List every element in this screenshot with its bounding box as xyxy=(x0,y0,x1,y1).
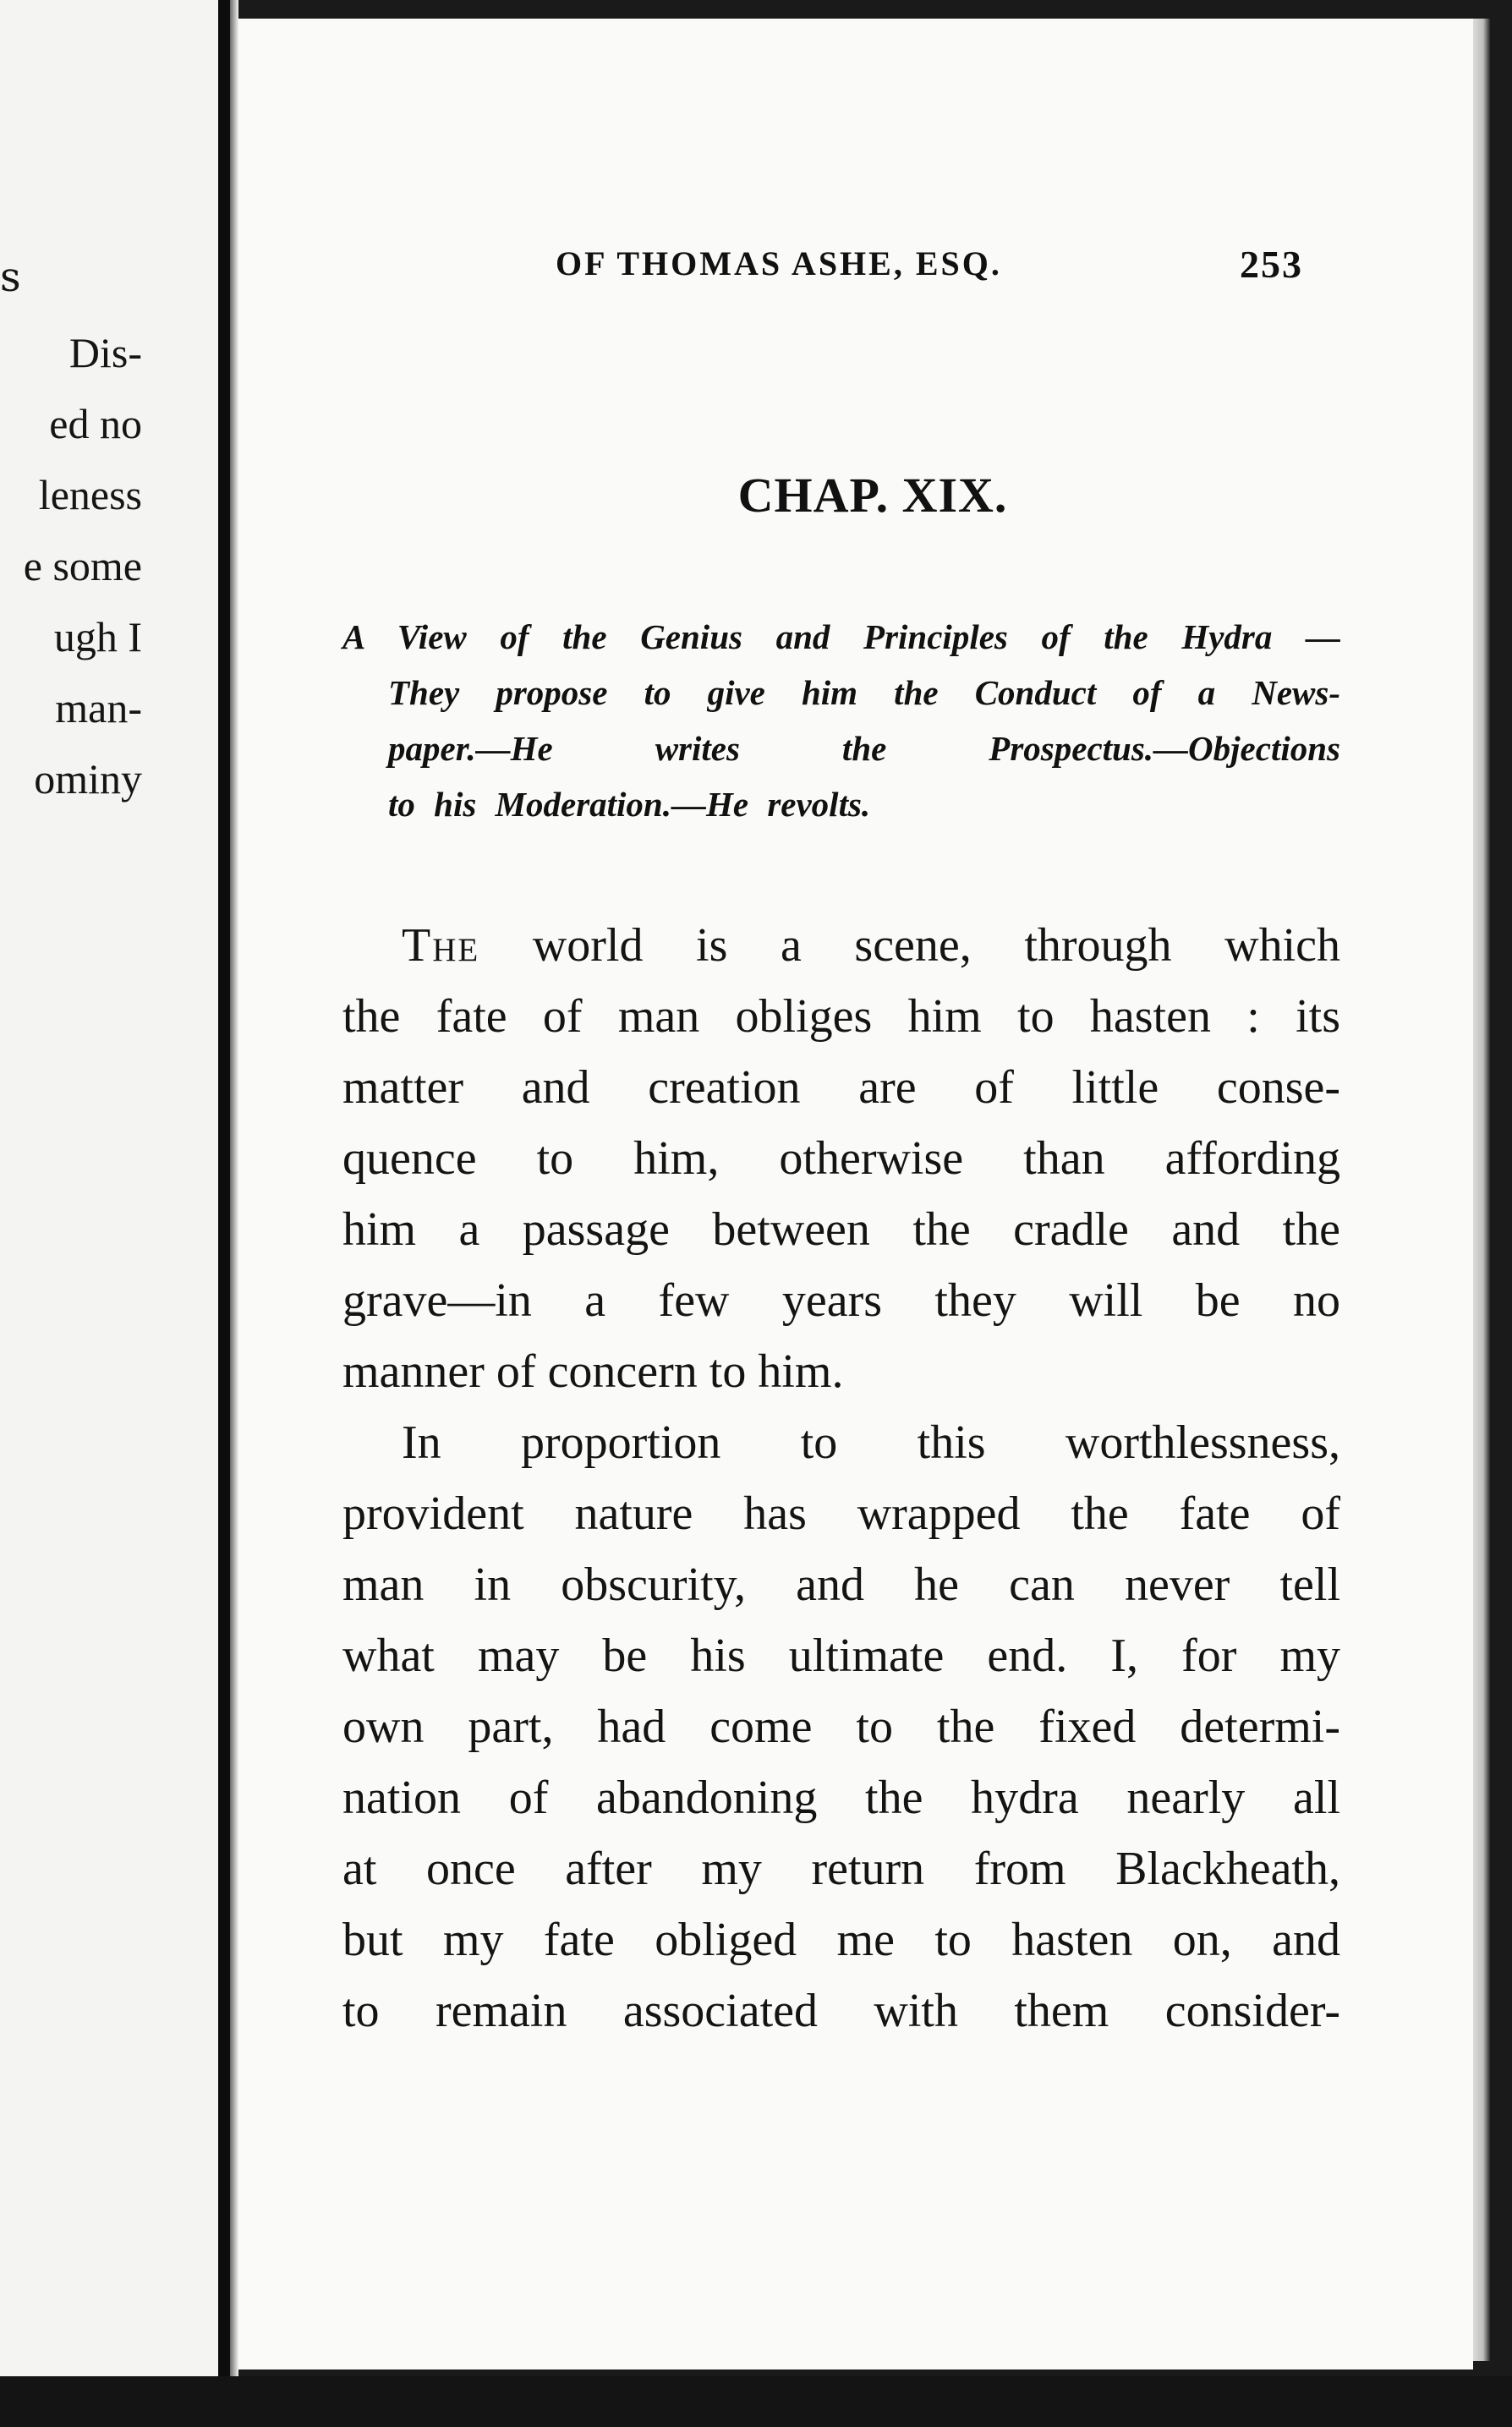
paragraph-2-line: provident nature has wrapped the fate of xyxy=(342,1487,1340,1540)
paragraph-1-line xyxy=(342,910,1340,981)
paragraph-1-line: the fate of man obliges him to hasten : its xyxy=(342,990,1340,1043)
paragraph-1-line: matter and creation are of little conse- xyxy=(342,1061,1340,1114)
facing-page-line: ominy xyxy=(34,755,142,803)
synopsis-line: to his Moderation.—He revolts. xyxy=(388,785,871,824)
facing-page-line: e some xyxy=(23,542,142,589)
scan-bottom-edge xyxy=(0,2376,1512,2427)
paragraph-1-line: quence to him, otherwise than affording xyxy=(342,1132,1340,1185)
book-gutter xyxy=(218,0,230,2393)
paragraph-2-line: at once after my return from Blackheath, xyxy=(342,1843,1340,1895)
synopsis-line: A View of the Genius and Principles of the Hydra — xyxy=(342,617,1340,656)
synopsis-line: They propose to give him the Conduct of a News- xyxy=(388,673,1340,712)
paragraph-1-line: him a passage between the cradle and the xyxy=(342,1203,1340,1256)
paragraph-2-line: man in obscurity, and he can never tell xyxy=(342,1559,1340,1611)
paragraph-1-line: manner of concern to him. xyxy=(342,1345,844,1398)
running-head-title: OF THOMAS ASHE, ESQ. xyxy=(556,244,1002,282)
paragraph-2-line: In proportion to this worthlessness, xyxy=(402,1416,1340,1469)
facing-page-line: man- xyxy=(55,684,142,731)
page-number: 253 xyxy=(1240,243,1303,286)
chapter-heading: CHAP. XIX. xyxy=(737,468,1008,523)
facing-page-mark: s xyxy=(0,254,21,301)
facing-page-line: leness xyxy=(38,471,142,518)
paragraph-2-line: nation of abandoning the hydra nearly all xyxy=(342,1772,1340,1824)
facing-page-line: ugh I xyxy=(53,613,142,660)
body-text xyxy=(342,910,1340,2046)
page-edge xyxy=(1473,19,1490,2361)
gutter-shadow xyxy=(230,0,238,2376)
paragraph-2-line: what may be his ultimate end. I, for my xyxy=(342,1630,1340,1682)
paragraph-2-line: but my fate obliged me to hasten on, and xyxy=(342,1914,1340,1966)
paragraph-2-line: own part, had come to the fixed determi- xyxy=(342,1701,1340,1753)
paragraph-2-line: to remain associated with them consider- xyxy=(342,1985,1340,2037)
paragraph-1-line-text: world is a scene, through which xyxy=(479,919,1340,972)
lead-smallcaps: The xyxy=(402,919,480,972)
synopsis-line: paper.—He writes the Prospectus.—Objections xyxy=(388,729,1340,768)
paragraph-1-line: grave—in a few years they will be no xyxy=(342,1274,1340,1327)
facing-page-fragment xyxy=(0,0,218,2376)
facing-page-line: ed no xyxy=(49,400,142,447)
chapter-synopsis xyxy=(342,609,1340,832)
facing-page-line: Dis- xyxy=(68,329,142,376)
